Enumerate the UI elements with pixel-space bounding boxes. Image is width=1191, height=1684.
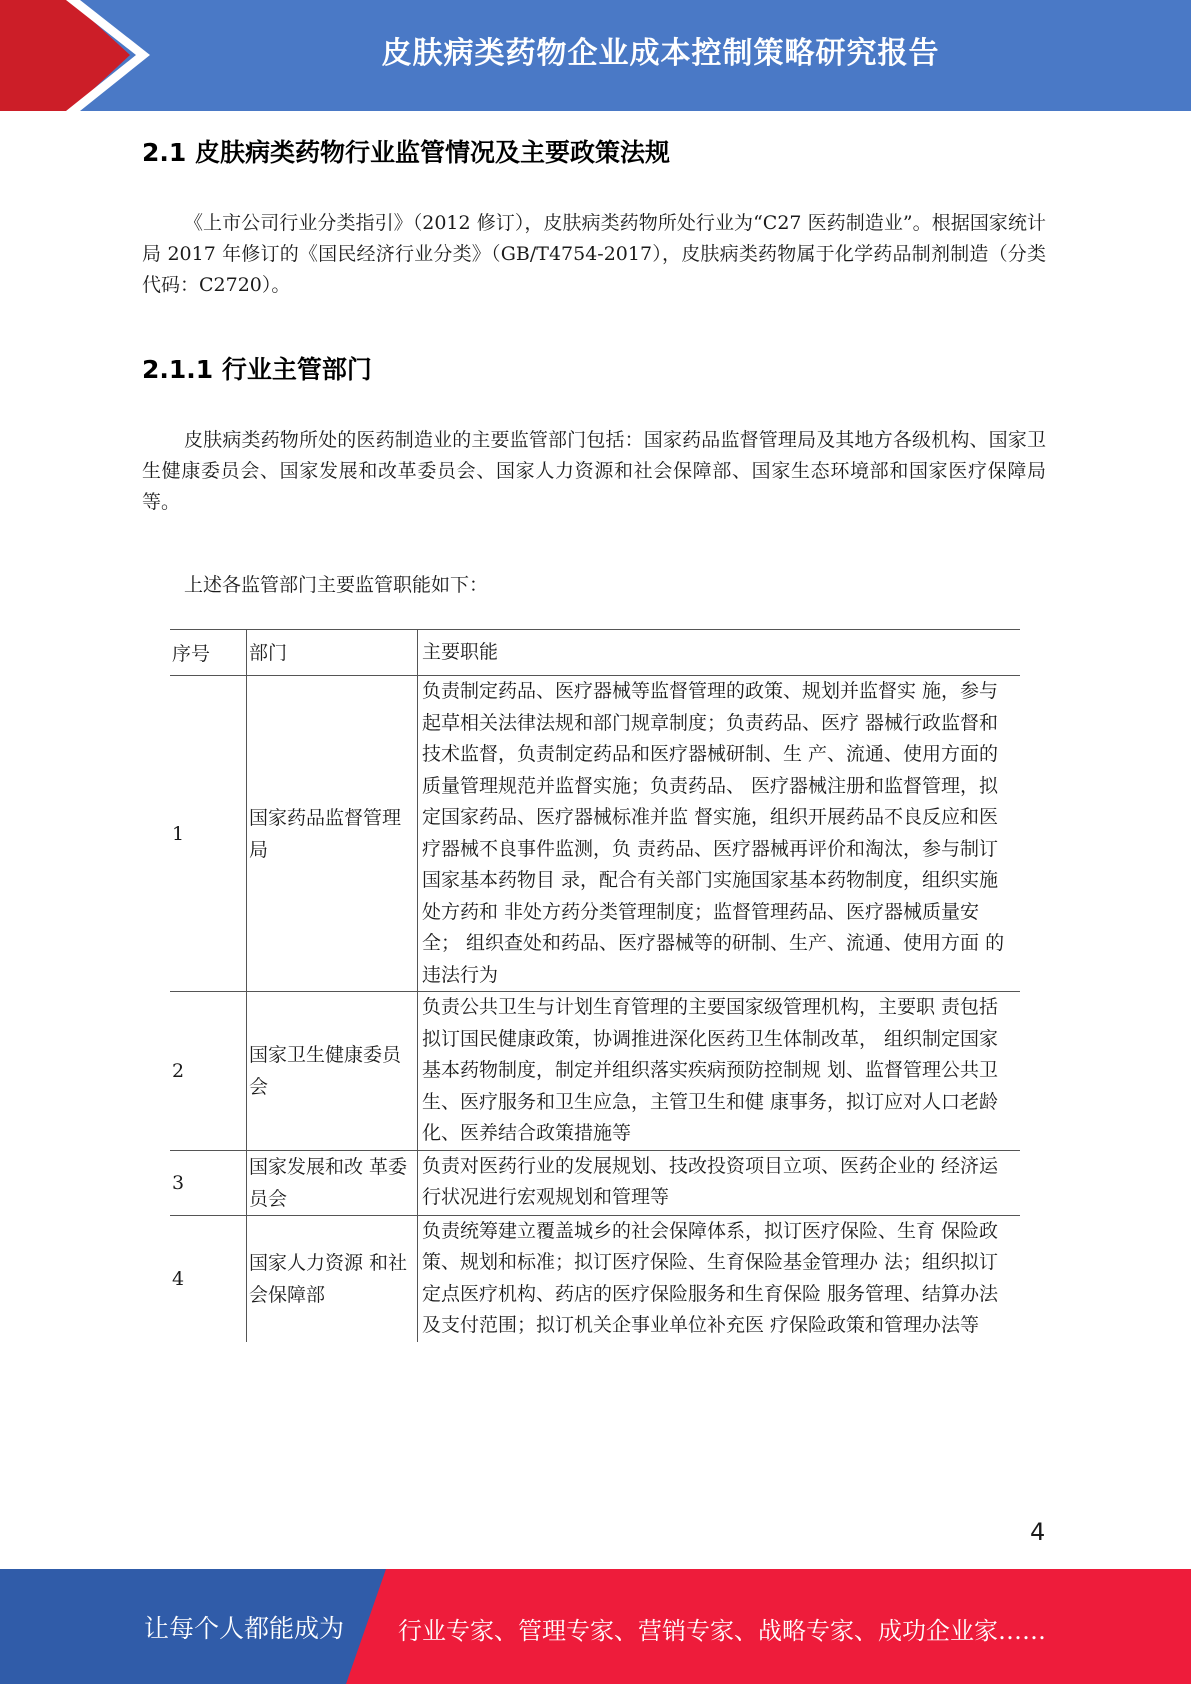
regulators-table: [170, 629, 1020, 1342]
cell-func: 负责公共卫生与计划生育管理的主要国家级管理机构，主要职 责包括拟订国民健康政策，协调推进深化医药卫生体制改革， 组织制定国家基本药物制度，制定并组织落实疾病预防控制规 划、监督管理公共卫生、医疗服务和卫生应急，主管卫生和健 康事务，拟订应对人口老龄化、医养结合政策措施等: [418, 992, 1021, 1151]
cell-dept: 国家药品监督管理局: [247, 676, 418, 992]
cell-dept: 国家卫生健康委员会: [247, 992, 418, 1151]
page-number: 4: [1030, 1518, 1046, 1546]
cell-no: 3: [170, 1150, 247, 1215]
cell-dept: 国家发展和改 革委员会: [247, 1150, 418, 1215]
section-intro-paragraph: 《上市公司行业分类指引》（2012 修订），皮肤病类药物所处行业为“C27 医药制造业”。根据国家统计局 2017 年修订的《国民经济行业分类》（GB/T4754-2017），皮肤病类药物属于化学药品制剂制造（分类代码：C2720）。: [142, 212, 1046, 296]
footer-slogan-left: 让每个人都能成为: [144, 1614, 345, 1643]
subsection-paragraph: 皮肤病类药物所处的医药制造业的主要监管部门包括：国家药品监督管理局及其地方各级机构、国家卫生健康委员会、国家发展和改革委员会、国家人力资源和社会保障部、国家生态环境部和国家医疗保障局等。: [142, 429, 1046, 513]
section-heading: 2.1 皮肤病类药物行业监管情况及主要政策法规: [142, 138, 670, 167]
page-footer: [0, 1569, 1191, 1684]
footer-slogan-right: 行业专家、管理专家、营销专家、战略专家、成功企业家……: [398, 1617, 1046, 1645]
cell-no: 4: [170, 1215, 247, 1342]
header-cell-func: 主要职能: [418, 630, 1021, 676]
cell-no: 2: [170, 992, 247, 1151]
report-title: 皮肤病类药物企业成本控制策略研究报告: [381, 36, 940, 71]
table-header-row: [170, 630, 1020, 676]
header-cell-no: 序号: [170, 630, 247, 676]
cell-func: 负责对医药行业的发展规划、技改投资项目立项、医药企业的 经济运行状况进行宏观规划和管理等: [418, 1150, 1021, 1215]
subsection-heading: 2.1.1 行业主管部门: [142, 355, 372, 384]
table-row: [170, 992, 1020, 1151]
cell-func: 负责制定药品、医疗器械等监督管理的政策、规划并监督实 施，参与起草相关法律法规和部门规章制度；负责药品、医疗 器械行政监督和技术监督，负责制定药品和医疗器械研制、生 产、流通、使用方面的质量管理规范并监督实施；负责药品、 医疗器械注册和监督管理，拟定国家药品、医疗器械标准并监 督实施，组织开展药品不良反应和医疗器械不良事件监测，负 责药品、医疗器械再评价和淘汰，参与制订国家基本药物目 录，配合有关部门实施国家基本药物制度，组织实施处方药和 非处方药分类管理制度；监督管理药品、医疗器械质量安全； 组织查处和药品、医疗器械等的研制、生产、流通、使用方面 的违法行为: [418, 676, 1021, 992]
cell-no: 1: [170, 676, 247, 992]
table-row: [170, 1150, 1020, 1215]
table-row: [170, 676, 1020, 992]
header-cell-dept: 部门: [247, 630, 418, 676]
cell-dept: 国家人力资源 和社会保障部: [247, 1215, 418, 1342]
page-header: [0, 0, 1191, 111]
cell-func: 负责统筹建立覆盖城乡的社会保障体系，拟订医疗保险、生育 保险政策、规划和标准；拟订医疗保险、生育保险基金管理办 法；组织拟订定点医疗机构、药店的医疗保险服务和生育保险 服务管理、结算办法及支付范围；拟订机关企事业单位补充医 疗保险政策和管理办法等: [418, 1215, 1021, 1342]
header-red-arrow-decoration: [0, 0, 130, 111]
table-intro-paragraph: 上述各监管部门主要监管职能如下：: [184, 574, 489, 596]
table-row: [170, 1215, 1020, 1342]
